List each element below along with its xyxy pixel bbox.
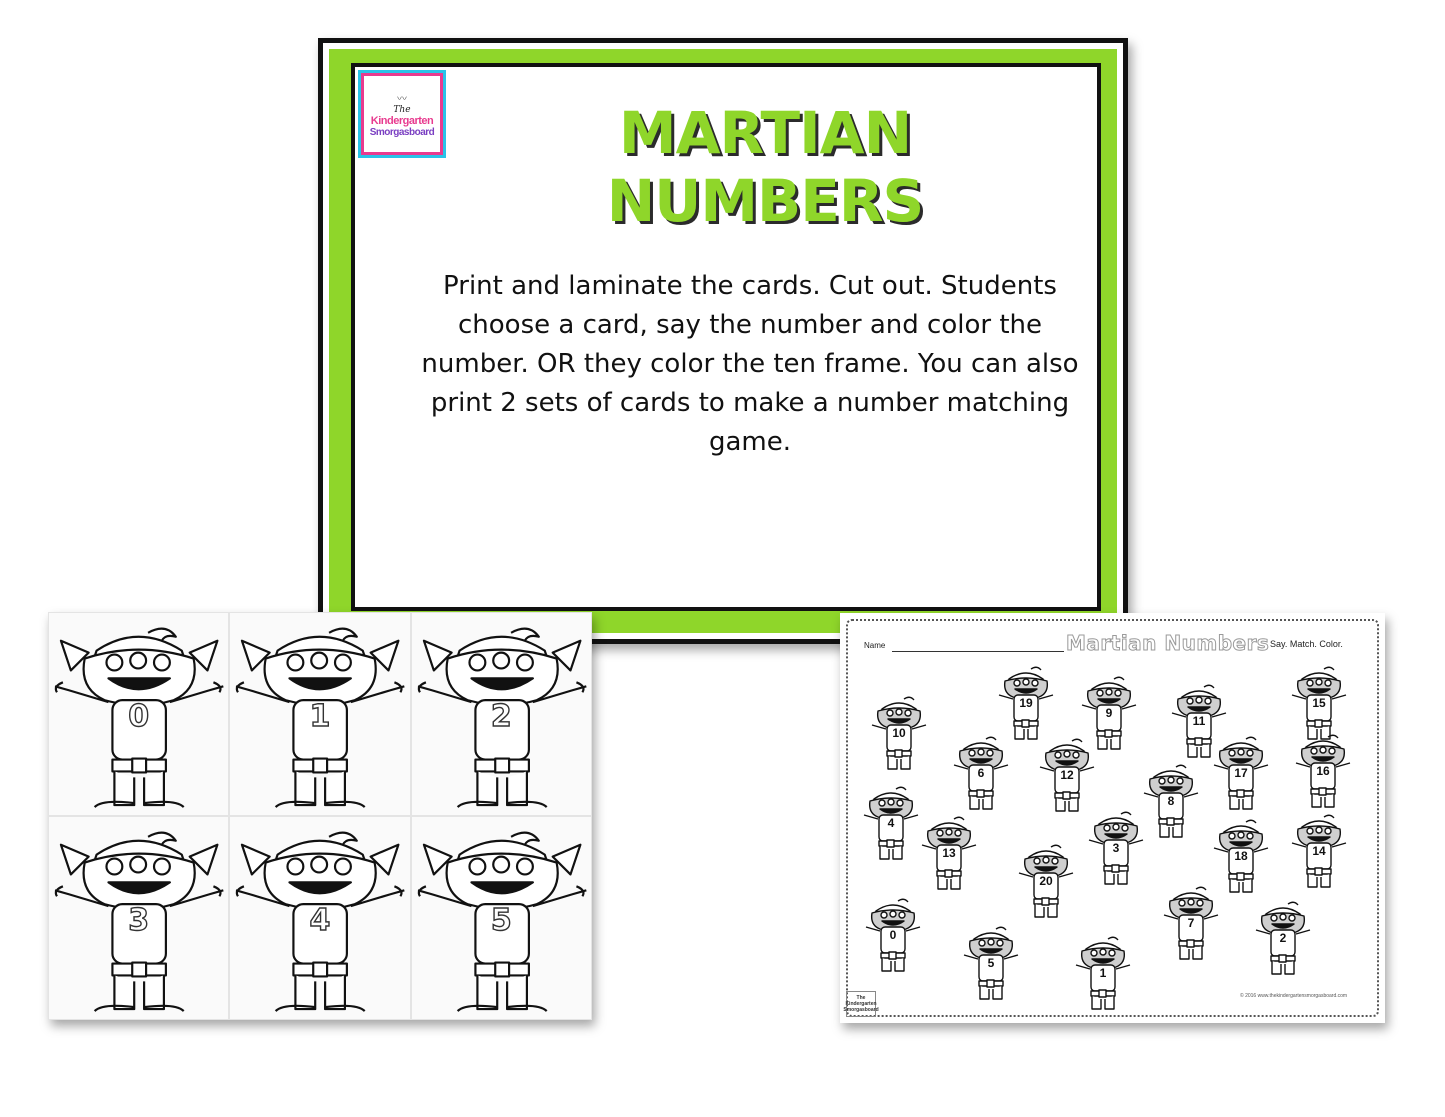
worksheet-alien bbox=[1292, 731, 1354, 811]
card-number: 2 bbox=[490, 699, 512, 734]
alien-number: 12 bbox=[1060, 768, 1074, 782]
alien-number: 7 bbox=[1187, 916, 1195, 930]
alien-number: 2 bbox=[1279, 931, 1287, 945]
alien-number: 8 bbox=[1167, 794, 1175, 808]
alien-number-card bbox=[48, 816, 229, 1020]
alien-number: 19 bbox=[1019, 696, 1033, 710]
name-label: Name bbox=[864, 641, 886, 650]
card-number: 5 bbox=[490, 903, 512, 938]
worksheet-title: Martian Numbers bbox=[1066, 631, 1270, 655]
instructions-text: Print and laminate the cards. Cut out. Students choose a card, say the number and color the number. OR they color the ten frame. You can also print 2 sets of cards to make a number matching game. bbox=[421, 271, 1079, 457]
worksheet-alien bbox=[1085, 808, 1147, 888]
worksheet-alien bbox=[1015, 841, 1077, 921]
worksheet-copyright: © 2016 www.thekindergartensmorgasboard.com bbox=[1240, 993, 1348, 999]
worksheet-logo: The Kindergarten Smorgasboard bbox=[846, 991, 876, 1017]
worksheet-alien bbox=[960, 923, 1022, 1003]
worksheet-alien bbox=[1160, 883, 1222, 963]
worksheet-alien bbox=[860, 783, 922, 863]
logo-line-2: Kindergarten bbox=[370, 115, 434, 127]
worksheet-alien bbox=[1288, 811, 1350, 891]
alien-number: 6 bbox=[977, 766, 985, 780]
alien-number: 9 bbox=[1105, 706, 1113, 720]
alien-number: 20 bbox=[1039, 874, 1053, 888]
worksheet-preview bbox=[840, 613, 1385, 1023]
alien-number: 14 bbox=[1312, 844, 1326, 858]
alien-number: 5 bbox=[987, 956, 995, 970]
alien-number: 0 bbox=[889, 928, 897, 942]
alien-number-card bbox=[229, 612, 410, 816]
card-number: 3 bbox=[128, 903, 150, 938]
worksheet-alien bbox=[1036, 735, 1098, 815]
worksheet-alien bbox=[1210, 733, 1272, 813]
alien-number: 16 bbox=[1316, 764, 1330, 778]
alien-number: 4 bbox=[887, 816, 895, 830]
brand-logo bbox=[361, 73, 443, 155]
worksheet-alien bbox=[1140, 761, 1202, 841]
alien-number: 3 bbox=[1112, 841, 1120, 855]
worksheet-alien bbox=[1252, 898, 1314, 978]
worksheet-alien bbox=[862, 895, 924, 975]
card-number: 0 bbox=[128, 699, 150, 734]
alien-number: 11 bbox=[1192, 714, 1206, 728]
mustache-icon: 〰 bbox=[397, 94, 407, 105]
alien-number: 1 bbox=[1099, 966, 1107, 980]
worksheet-instructions: Say. Match. Color. bbox=[1270, 639, 1343, 649]
worksheet-alien bbox=[1072, 933, 1134, 1013]
card-number: 4 bbox=[309, 903, 331, 938]
card-number: 1 bbox=[309, 699, 331, 734]
alien-number-card bbox=[411, 612, 592, 816]
alien-number: 18 bbox=[1234, 849, 1248, 863]
alien-number: 17 bbox=[1234, 766, 1248, 780]
alien-number-card bbox=[411, 816, 592, 1020]
worksheet-alien bbox=[918, 813, 980, 893]
number-cards-sheet bbox=[48, 612, 592, 1020]
alien-number: 13 bbox=[942, 846, 956, 860]
alien-number: 10 bbox=[892, 726, 906, 740]
worksheet-alien bbox=[995, 663, 1057, 743]
title-card-panel bbox=[351, 63, 1101, 611]
alien-number-card bbox=[48, 612, 229, 816]
worksheet-alien bbox=[950, 733, 1012, 813]
page-title: MARTIAN NUMBERS bbox=[606, 99, 924, 235]
alien-number: 15 bbox=[1312, 696, 1326, 710]
title-card bbox=[318, 38, 1128, 644]
green-frame bbox=[329, 49, 1117, 633]
logo-line-3: Smorgasboard bbox=[369, 127, 435, 138]
alien-number-card bbox=[229, 816, 410, 1020]
logo-line-1: The bbox=[393, 105, 411, 115]
worksheet-alien bbox=[868, 693, 930, 773]
name-line bbox=[892, 651, 1064, 652]
